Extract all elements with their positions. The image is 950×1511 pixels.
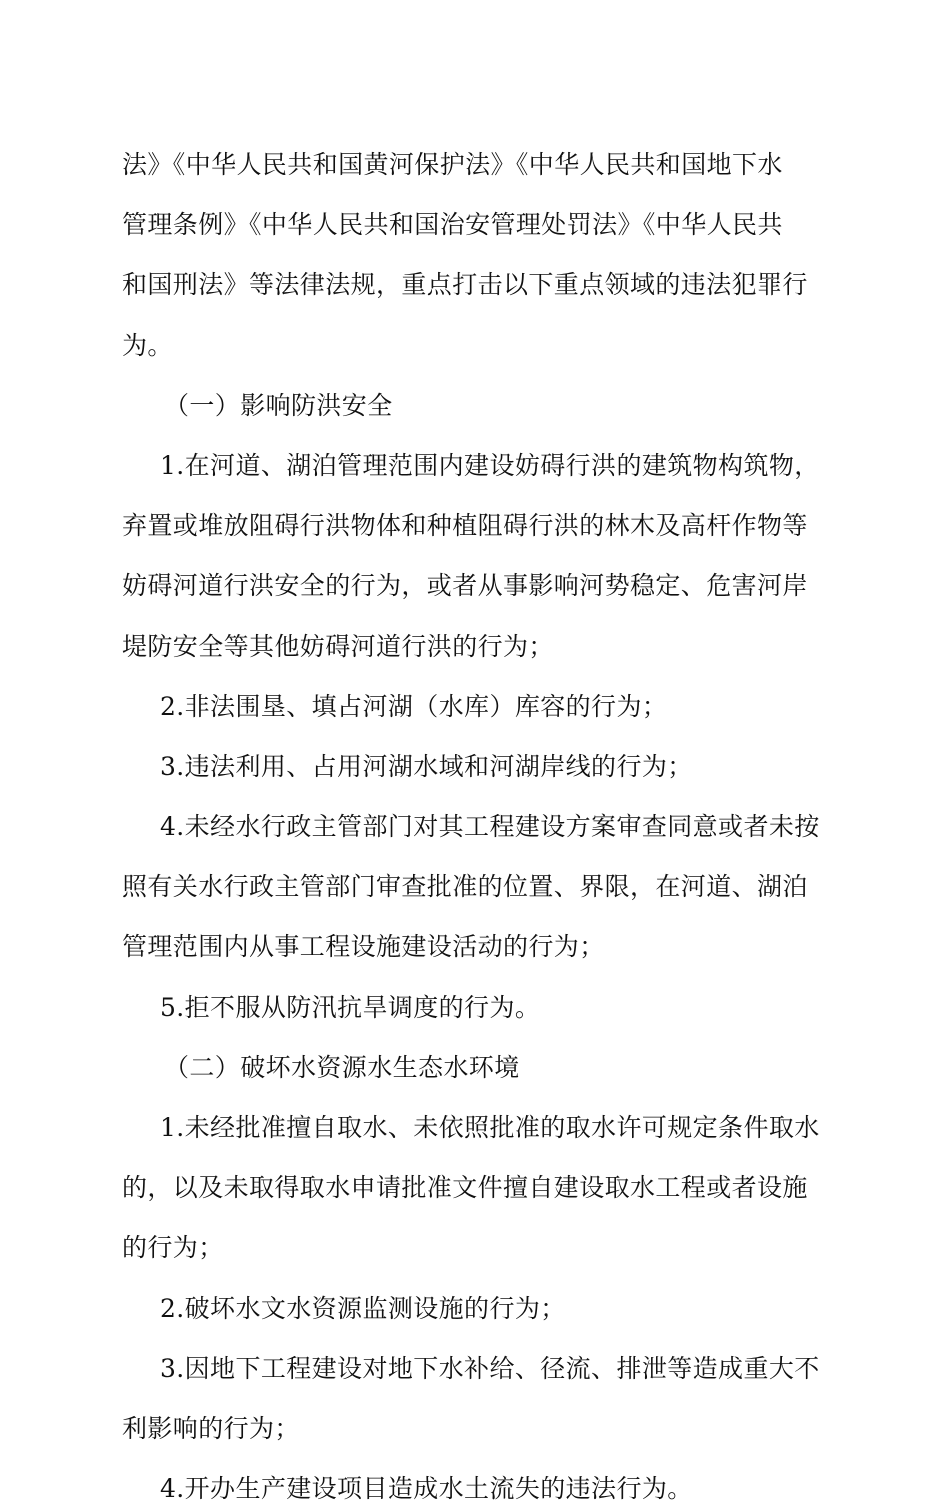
list-item-line: 利影响的行为； bbox=[122, 1413, 300, 1443]
list-item-line: 2.非法围垦、填占河湖（水库）库容的行为； bbox=[160, 691, 668, 721]
list-item-line: 堤防安全等其他妨碍河道行洪的行为； bbox=[122, 631, 554, 661]
text-line: 为。 bbox=[122, 330, 173, 360]
section-heading-1: （一）影响防洪安全 bbox=[164, 390, 393, 420]
text-line: 管理条例》《中华人民共和国治安管理处罚法》《中华人民共 bbox=[122, 210, 783, 240]
list-item-line: 1.在河道、湖泊管理范围内建设妨碍行洪的建筑物构筑物， bbox=[160, 450, 820, 480]
list-item-line: 照有关水行政主管部门审查批准的位置、界限，在河道、湖泊 bbox=[122, 872, 808, 902]
list-item-line: 管理范围内从事工程设施建设活动的行为； bbox=[122, 932, 605, 962]
list-item-line: 的，以及未取得取水申请批准文件擅自建设取水工程或者设施 bbox=[122, 1173, 808, 1203]
list-item-line: 1.未经批准擅自取水、未依照批准的取水许可规定条件取水 bbox=[160, 1113, 820, 1142]
list-item-line: 3.因地下工程建设对地下水补给、径流、排泄等造成重大不 bbox=[160, 1353, 820, 1383]
list-item-line: 3.违法利用、占用河湖水域和河湖岸线的行为； bbox=[160, 751, 693, 781]
list-item-line: 妨碍河道行洪安全的行为，或者从事影响河势稳定、危害河岸 bbox=[122, 571, 808, 601]
list-item-line: 5.拒不服从防汛抗旱调度的行为。 bbox=[160, 992, 541, 1022]
list-item-line: 弃置或堆放阻碍行洪物体和种植阻碍行洪的林木及高杆作物等 bbox=[122, 511, 808, 541]
list-item-line: 2.破坏水文水资源监测设施的行为； bbox=[160, 1293, 566, 1323]
list-item-line: 4.开办生产建设项目造成水土流失的违法行为。 bbox=[160, 1474, 693, 1504]
list-item-line: 4.未经水行政主管部门对其工程建设方案审查同意或者未按 bbox=[160, 812, 820, 842]
list-item-line: 的行为； bbox=[122, 1233, 224, 1263]
text-line: 法》《中华人民共和国黄河保护法》《中华人民共和国地下水 bbox=[122, 150, 783, 179]
document-body bbox=[122, 142, 828, 1511]
section-heading-2: （二）破坏水资源水生态水环境 bbox=[164, 1052, 520, 1082]
text-line: 和国刑法》等法律法规，重点打击以下重点领域的违法犯罪行 bbox=[122, 270, 808, 300]
